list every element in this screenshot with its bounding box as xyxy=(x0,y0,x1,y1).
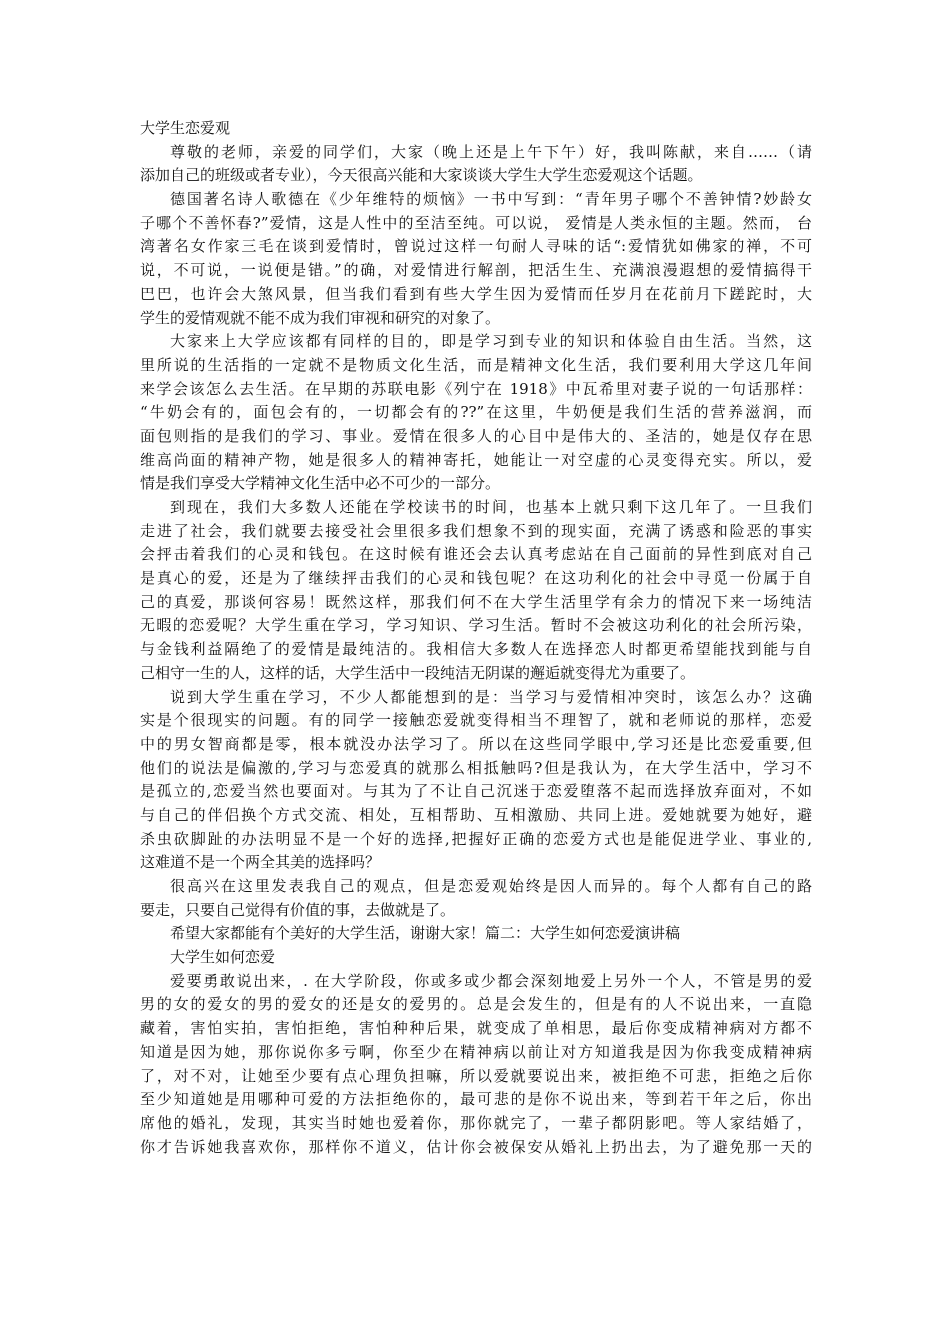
text-line: 情是我们享受大学精神文化生活中必不可少的一部分。 xyxy=(140,474,501,493)
text-line: 与自己的伴侣换个方式交流、相处，互相帮助、互相激励、共同上进。爱她就要为她好，避 xyxy=(140,805,812,824)
text-line: 说，不可说，一说便是错。”的确，对爱情进行解剖，把活生生、充满浪漫遐想的爱情搞得干 xyxy=(140,261,812,280)
text-line: 知道是因为她，那你说你多亏啊，你至少在精神病以前让对方知道我是因为你我变成精神病 xyxy=(140,1042,812,1061)
text-line: 里所说的生活指的一定就不是物质文化生活，而是精神文化生活，我们要利用大学这几年间 xyxy=(140,355,812,374)
text-line: 要走，只要自己觉得有价值的事，去做就是了。 xyxy=(140,900,456,919)
document-title: 大学生恋爱观 xyxy=(140,119,231,137)
text-line: 德国著名诗人歌德在《少年维特的烦恼》一书中写到：“青年男子哪个不善钟情?妙龄女 xyxy=(170,190,812,209)
document-body xyxy=(140,117,812,1159)
text-line: 男的女的爱女的男的爱女的还是女的爱男的。总是会发生的，但是有的人不说出来，一直隐 xyxy=(140,995,812,1014)
text-line: “牛奶会有的，面包会有的，一切都会有的??”在这里，牛奶便是我们生活的营养滋润，而 xyxy=(140,403,812,422)
text-line: 大学生如何恋爱 xyxy=(170,948,276,967)
text-line: 走进了社会，我们就要去接受社会里很多我们想象不到的现实面，充满了诱惑和险恶的事实 xyxy=(140,521,812,540)
text-line: 面包则指的是我们的学习、事业。爱情在很多人的心目中是伟大的、圣洁的，她是仅存在思 xyxy=(140,426,812,445)
text-line: 巴巴，也许会大煞风景，但当我们看到有些大学生因为爱情而任岁月在花前月下蹉跎时，大 xyxy=(140,284,812,303)
text-line: 希望大家都能有个美好的大学生活，谢谢大家！篇二：大学生如何恋爱演讲稿 xyxy=(170,924,681,943)
text-line: 说到大学生重在学习，不少人都能想到的是：当学习与爱情相冲突时，该怎么办？这确 xyxy=(170,687,812,706)
text-line: 大家来上大学应该都有同样的目的，即是学习到专业的知识和体验自由生活。当然，这 xyxy=(170,332,812,351)
text-line: 学生的爱情观就不能不成为我们审视和研究的对象了。 xyxy=(140,308,501,327)
text-line: 是孤立的,恋爱当然也要面对。与其为了不让自己沉迷于恋爱堕落不起而选择放弃面对，不如 xyxy=(140,782,812,801)
text-line: 杀虫砍脚趾的办法明显不是一个好的选择,把握好正确的恋爱方式也是能促进学业、事业的, xyxy=(140,829,812,848)
text-line: 己的真爱，那谈何容易！既然这样，那我们何不在大学生活里学有余力的情况下来一场纯洁 xyxy=(140,592,812,611)
text-line: 无暇的恋爱呢？大学生重在学习，学习知识、学习生活。暂时不会被这功利化的社会所污染， xyxy=(140,616,812,635)
text-line: 至少知道她是用哪种可爱的方法拒绝你的，最可悲的是你不说出来，等到若干年之后，你出 xyxy=(140,1090,812,1109)
text-line: 添加自己的班级或者专业），今天很高兴能和大家谈谈大学生大学生恋爱观这个话题。 xyxy=(140,166,703,185)
text-line: 这难道不是一个两全其美的选择吗？ xyxy=(140,853,381,872)
text-line: 湾著名女作家三毛在谈到爱情时，曾说过这样一句耐人寻味的话“:爱情犹如佛家的禅，不可 xyxy=(140,237,812,256)
text-line: 实是个很现实的问题。有的同学一接触恋爱就变得相当不理智了，就和老师说的那样，恋爱 xyxy=(140,711,812,730)
text-line: 很高兴在这里发表我自己的观点，但是恋爱观始终是因人而异的。每个人都有自己的路 xyxy=(170,877,812,895)
text-line: 尊敬的老师，亲爱的同学们，大家（晚上还是上午下午）好，我叫陈献，来自……（请 xyxy=(170,142,812,161)
text-line: 子哪个不善怀春?”爱情，这是人性中的至洁至纯。可以说， 爱情是人类永恒的主题。然而， 台 xyxy=(140,213,812,232)
text-line: 到现在，我们大多数人还能在学校读书的时间，也基本上就只剩下这几年了。一旦我们 xyxy=(170,498,812,516)
text-line: 他们的说法是偏激的,学习与恋爱真的就那么相抵触吗?但是我认为，在大学生活中，学习不 xyxy=(140,758,812,777)
text-line: 是真心的爱，还是为了继续抨击我们的心灵和钱包呢？在这功利化的社会中寻觅一份属于自 xyxy=(140,569,812,588)
text-line: 中的男女智商都是零，根本就没办法学习了。所以在这些同学眼中,学习还是比恋爱重要,但 xyxy=(140,734,812,753)
text-line: 爱要勇敢说出来，. 在大学阶段，你或多或少都会深刻地爱上另外一个人，不管是男的爱 xyxy=(170,971,812,990)
text-line: 藏着，害怕实拍，害怕拒绝，害怕种种后果，就变成了单相思，最后你变成精神病对方都不 xyxy=(140,1019,812,1038)
text-line: 与金钱利益隔绝了的爱情是最纯洁的。我相信大多数人在选择恋人时都更希望能找到能与自 xyxy=(140,640,812,659)
text-line: 己相守一生的人，这样的话，大学生活中一段纯洁无阴谋的邂逅就变得尤为重要了。 xyxy=(140,663,696,682)
text-line: 席他的婚礼，发现，其实当时她也爱着你，那你就完了，一辈子都阴影吧。等人家结婚了， xyxy=(140,1113,812,1132)
text-line: 会抨击着我们的心灵和钱包。在这时候有谁还会去认真考虑站在自己面前的异性到底对自己 xyxy=(140,545,812,564)
text-line: 了，对不对，让她至少要有点心理负担嘛，所以爱就要说出来，被拒绝不可悲，拒绝之后你 xyxy=(140,1066,812,1085)
text-line: 来学会该怎么去生活。在早期的苏联电影《列宁在 1918》中瓦希里对妻子说的一句话那样： xyxy=(140,379,812,398)
text-line: 维高尚面的精神产物，她是很多人的精神寄托，她能让一对空虚的心灵变得充实。所以，爱 xyxy=(140,450,812,469)
text-line: 你才告诉她我喜欢你，那样你不道义，估计你会被保安从婚礼上扔出去，为了避免那一天的 xyxy=(140,1137,812,1156)
